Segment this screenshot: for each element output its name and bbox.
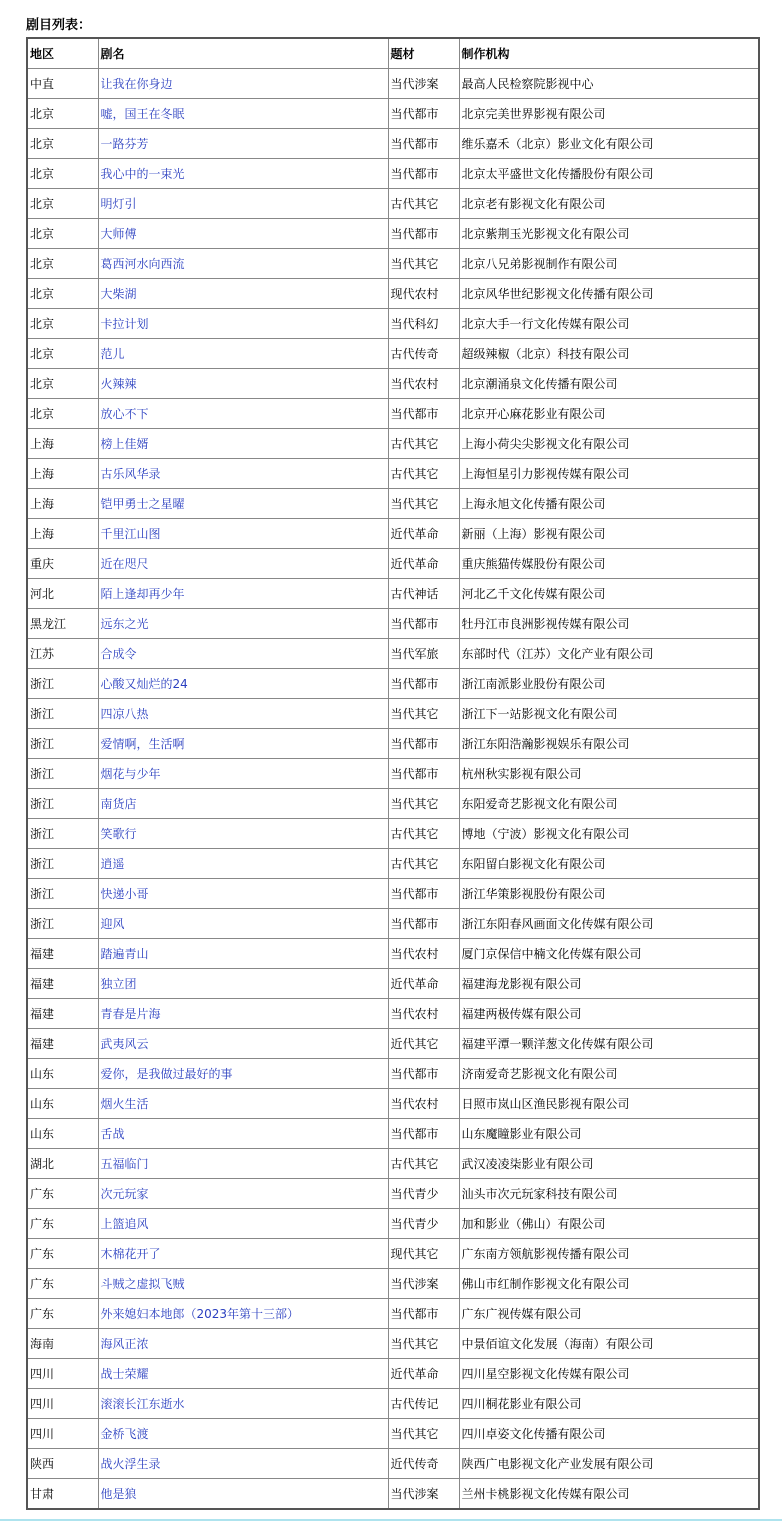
cell-title (98, 1389, 388, 1419)
cell-title (98, 519, 388, 549)
drama-title-link[interactable]: 心酸又灿烂的24 (100, 676, 188, 691)
cell-region: 福建 (27, 969, 98, 999)
cell-organization: 东部时代（江苏）文化产业有限公司 (459, 639, 759, 669)
cell-organization: 中景佰谊文化发展（海南）有限公司 (459, 1329, 759, 1359)
table-row (27, 249, 759, 279)
cell-genre: 古代其它 (388, 189, 459, 219)
cell-region: 北京 (27, 249, 98, 279)
cell-region: 黑龙江 (27, 609, 98, 639)
cell-region: 四川 (27, 1419, 98, 1449)
cell-title (98, 429, 388, 459)
drama-title-link[interactable]: 嘘，国王在冬眠 (100, 106, 185, 121)
drama-title-link[interactable]: 木棉花开了 (100, 1246, 161, 1261)
cell-organization: 东阳爱奇艺影视文化有限公司 (459, 789, 759, 819)
drama-title-link[interactable]: 千里江山图 (100, 526, 161, 541)
cell-title (98, 369, 388, 399)
cell-title (98, 789, 388, 819)
cell-genre: 现代其它 (388, 1239, 459, 1269)
cell-region: 浙江 (27, 789, 98, 819)
cell-region: 海南 (27, 1329, 98, 1359)
table-row (27, 1359, 759, 1389)
table-row (27, 669, 759, 699)
cell-genre: 当代农村 (388, 369, 459, 399)
drama-title-link[interactable]: 陌上逢却再少年 (100, 586, 185, 601)
table-row (27, 1029, 759, 1059)
cell-region: 浙江 (27, 729, 98, 759)
cell-region: 福建 (27, 939, 98, 969)
cell-region: 浙江 (27, 819, 98, 849)
cell-organization: 日照市岚山区渔民影视有限公司 (459, 1089, 759, 1119)
cell-organization: 北京太平盛世文化传播股份有限公司 (459, 159, 759, 189)
drama-title-link[interactable]: 大师傅 (100, 226, 137, 241)
cell-genre: 当代农村 (388, 1089, 459, 1119)
cell-title (98, 189, 388, 219)
table-row (27, 519, 759, 549)
table-row (27, 579, 759, 609)
header-genre: 题材 (388, 38, 459, 69)
table-row (27, 1329, 759, 1359)
table-header-row (27, 38, 759, 69)
cell-genre: 近代革命 (388, 549, 459, 579)
cell-region: 上海 (27, 459, 98, 489)
table-row (27, 849, 759, 879)
cell-genre: 当代都市 (388, 1119, 459, 1149)
cell-genre: 近代其它 (388, 1029, 459, 1059)
table-row (27, 789, 759, 819)
cell-genre: 当代都市 (388, 129, 459, 159)
drama-title-link[interactable]: 铠甲勇士之星曜 (100, 496, 185, 511)
cell-genre: 当代其它 (388, 489, 459, 519)
cell-region: 山东 (27, 1119, 98, 1149)
cell-organization: 四川卓姿文化传播有限公司 (459, 1419, 759, 1449)
cell-organization: 福建两极传媒有限公司 (459, 999, 759, 1029)
cell-region: 浙江 (27, 759, 98, 789)
table-row (27, 459, 759, 489)
cell-genre: 古代其它 (388, 1149, 459, 1179)
table-row (27, 1119, 759, 1149)
cell-title (98, 1239, 388, 1269)
cell-organization: 武汉凌凌柒影业有限公司 (459, 1149, 759, 1179)
drama-title-link[interactable]: 近在咫尺 (100, 556, 149, 571)
cell-genre: 当代都市 (388, 99, 459, 129)
cell-title (98, 1179, 388, 1209)
cell-genre: 当代都市 (388, 909, 459, 939)
cell-title (98, 489, 388, 519)
cell-title (98, 1119, 388, 1149)
cell-genre: 近代革命 (388, 519, 459, 549)
table-row (27, 429, 759, 459)
drama-title-link[interactable]: 爱你，是我做过最好的事 (100, 1066, 233, 1081)
cell-organization: 杭州秋实影视有限公司 (459, 759, 759, 789)
cell-organization: 北京风华世纪影视文化传播有限公司 (459, 279, 759, 309)
table-row (27, 549, 759, 579)
table-row (27, 1179, 759, 1209)
cell-region: 北京 (27, 129, 98, 159)
drama-title-link[interactable]: 独立团 (100, 976, 137, 991)
cell-organization: 博地（宁波）影视文化有限公司 (459, 819, 759, 849)
cell-genre: 当代都市 (388, 759, 459, 789)
table-row (27, 1269, 759, 1299)
cell-region: 北京 (27, 279, 98, 309)
cell-region: 浙江 (27, 879, 98, 909)
drama-title-link[interactable]: 烟花与少年 (100, 766, 161, 781)
cell-genre: 当代都市 (388, 879, 459, 909)
cell-region: 四川 (27, 1389, 98, 1419)
cell-genre: 古代其它 (388, 459, 459, 489)
cell-region: 浙江 (27, 849, 98, 879)
cell-genre: 当代其它 (388, 789, 459, 819)
cell-region: 北京 (27, 369, 98, 399)
cell-region: 北京 (27, 309, 98, 339)
cell-genre: 近代传奇 (388, 1449, 459, 1479)
cell-region: 浙江 (27, 669, 98, 699)
cell-organization: 厦门京保信中楠文化传媒有限公司 (459, 939, 759, 969)
cell-title (98, 729, 388, 759)
table-row (27, 909, 759, 939)
drama-title-link[interactable]: 次元玩家 (100, 1186, 149, 1201)
cell-region: 福建 (27, 1029, 98, 1059)
cell-region: 北京 (27, 339, 98, 369)
cell-organization: 兰州卡桃影视文化传媒有限公司 (459, 1479, 759, 1510)
cell-title (98, 1479, 388, 1510)
cell-genre: 古代其它 (388, 849, 459, 879)
table-row (27, 1419, 759, 1449)
drama-title-link[interactable]: 让我在你身边 (100, 76, 173, 91)
cell-genre: 古代传奇 (388, 339, 459, 369)
drama-title-link[interactable]: 逍遥 (100, 856, 125, 871)
cell-organization: 山东魔瞳影业有限公司 (459, 1119, 759, 1149)
cell-genre: 当代军旅 (388, 639, 459, 669)
drama-title-link[interactable]: 金桥飞渡 (100, 1426, 149, 1441)
cell-genre: 当代涉案 (388, 1479, 459, 1510)
cell-organization: 福建平潭一颗洋葱文化传媒有限公司 (459, 1029, 759, 1059)
cell-region: 陕西 (27, 1449, 98, 1479)
drama-title-link[interactable]: 卡拉计划 (100, 316, 149, 331)
cell-region: 浙江 (27, 699, 98, 729)
cell-title (98, 1299, 388, 1329)
cell-genre: 当代其它 (388, 699, 459, 729)
cell-title (98, 1269, 388, 1299)
table-row (27, 699, 759, 729)
cell-region: 北京 (27, 99, 98, 129)
table-row (27, 339, 759, 369)
cell-genre: 古代传记 (388, 1389, 459, 1419)
cell-genre: 近代革命 (388, 1359, 459, 1389)
cell-genre: 当代涉案 (388, 69, 459, 99)
drama-title-link[interactable]: 他是狼 (100, 1486, 137, 1501)
cell-title (98, 129, 388, 159)
cell-organization: 北京大手一行文化传媒有限公司 (459, 309, 759, 339)
table-row (27, 159, 759, 189)
cell-organization: 浙江东阳春风画面文化传媒有限公司 (459, 909, 759, 939)
header-region: 地区 (27, 38, 98, 69)
cell-region: 山东 (27, 1059, 98, 1089)
table-row (27, 1449, 759, 1479)
drama-title-link[interactable]: 上篮追风 (100, 1216, 149, 1231)
drama-title-link[interactable]: 笑歌行 (100, 826, 137, 841)
drama-title-link[interactable]: 舌战 (100, 1126, 125, 1141)
drama-title-link[interactable]: 外来媳妇本地郎（2023年第十三部） (100, 1306, 300, 1321)
cell-region: 广东 (27, 1209, 98, 1239)
table-row (27, 999, 759, 1029)
cell-organization: 东阳留白影视文化有限公司 (459, 849, 759, 879)
cell-organization: 汕头市次元玩家科技有限公司 (459, 1179, 759, 1209)
cell-organization: 北京开心麻花影业有限公司 (459, 399, 759, 429)
cell-title (98, 1419, 388, 1449)
cell-organization: 浙江东阳浩瀚影视娱乐有限公司 (459, 729, 759, 759)
cell-title (98, 1359, 388, 1389)
drama-title-link[interactable]: 大柴湖 (100, 286, 137, 301)
drama-title-link[interactable]: 快递小哥 (100, 886, 149, 901)
cell-organization: 浙江南派影业股份有限公司 (459, 669, 759, 699)
table-body (27, 69, 759, 1510)
cell-genre: 当代涉案 (388, 1269, 459, 1299)
cell-genre: 古代其它 (388, 819, 459, 849)
cell-organization: 福建海龙影视有限公司 (459, 969, 759, 999)
cell-organization: 牡丹江市良洲影视传媒有限公司 (459, 609, 759, 639)
cell-organization: 最高人民检察院影视中心 (459, 69, 759, 99)
cell-title (98, 609, 388, 639)
table-row (27, 219, 759, 249)
header-organization: 制作机构 (459, 38, 759, 69)
cell-organization: 浙江华策影视股份有限公司 (459, 879, 759, 909)
cell-title (98, 879, 388, 909)
cell-organization: 佛山市红制作影视文化有限公司 (459, 1269, 759, 1299)
cell-region: 北京 (27, 219, 98, 249)
cell-title (98, 249, 388, 279)
cell-region: 上海 (27, 429, 98, 459)
table-row (27, 279, 759, 309)
cell-organization: 重庆熊猫传媒股份有限公司 (459, 549, 759, 579)
cell-region: 甘肃 (27, 1479, 98, 1510)
header-title: 剧名 (98, 38, 388, 69)
table-row (27, 309, 759, 339)
cell-organization: 北京完美世界影视有限公司 (459, 99, 759, 129)
cell-title (98, 819, 388, 849)
cell-region: 上海 (27, 489, 98, 519)
cell-organization: 陕西广电影视文化产业发展有限公司 (459, 1449, 759, 1479)
cell-title (98, 669, 388, 699)
drama-title-link[interactable]: 范儿 (100, 346, 125, 361)
drama-title-link[interactable]: 战士荣耀 (100, 1366, 149, 1381)
cell-organization: 北京紫荆玉光影视文化有限公司 (459, 219, 759, 249)
cell-region: 湖北 (27, 1149, 98, 1179)
cell-genre: 当代都市 (388, 1299, 459, 1329)
table-row (27, 489, 759, 519)
list-heading: 剧目列表： (26, 18, 92, 33)
drama-title-link[interactable]: 四凉八热 (100, 706, 149, 721)
cell-genre: 当代青少 (388, 1179, 459, 1209)
cell-region: 广东 (27, 1239, 98, 1269)
cell-genre: 当代青少 (388, 1209, 459, 1239)
cell-region: 广东 (27, 1179, 98, 1209)
cell-organization: 加和影业（佛山）有限公司 (459, 1209, 759, 1239)
cell-organization: 四川桐花影业有限公司 (459, 1389, 759, 1419)
cell-region: 北京 (27, 189, 98, 219)
cell-organization: 上海恒星引力影视传媒有限公司 (459, 459, 759, 489)
bottom-divider (0, 1519, 782, 1521)
cell-genre: 当代其它 (388, 249, 459, 279)
drama-title-link[interactable]: 一路芬芳 (100, 136, 149, 151)
cell-title (98, 849, 388, 879)
drama-title-link[interactable]: 古乐风华录 (100, 466, 161, 481)
cell-region: 北京 (27, 159, 98, 189)
cell-title (98, 1089, 388, 1119)
cell-title (98, 579, 388, 609)
drama-title-link[interactable]: 滚滚长江东逝水 (100, 1396, 185, 1411)
cell-organization: 新丽（上海）影视有限公司 (459, 519, 759, 549)
drama-title-link[interactable]: 明灯引 (100, 196, 137, 211)
drama-title-link[interactable]: 斗贼之虚拟飞贼 (100, 1276, 185, 1291)
drama-title-link[interactable]: 战火浮生录 (100, 1456, 161, 1471)
table-row (27, 189, 759, 219)
drama-title-link[interactable]: 火辣辣 (100, 376, 137, 391)
cell-organization: 广东南方领航影视传播有限公司 (459, 1239, 759, 1269)
cell-genre: 当代都市 (388, 669, 459, 699)
cell-genre: 当代都市 (388, 609, 459, 639)
cell-title (98, 159, 388, 189)
table-row (27, 819, 759, 849)
table-row (27, 369, 759, 399)
drama-title-link[interactable]: 武夷风云 (100, 1036, 149, 1051)
cell-region: 广东 (27, 1269, 98, 1299)
table-row (27, 609, 759, 639)
cell-genre: 当代都市 (388, 219, 459, 249)
table-row (27, 939, 759, 969)
cell-region: 上海 (27, 519, 98, 549)
cell-region: 福建 (27, 999, 98, 1029)
cell-title (98, 1449, 388, 1479)
cell-title (98, 639, 388, 669)
cell-organization: 上海小荷尖尖影视文化有限公司 (459, 429, 759, 459)
cell-region: 浙江 (27, 909, 98, 939)
cell-organization: 广东广视传媒有限公司 (459, 1299, 759, 1329)
cell-organization: 浙江下一站影视文化有限公司 (459, 699, 759, 729)
table-row (27, 1209, 759, 1239)
cell-region: 北京 (27, 399, 98, 429)
cell-genre: 当代都市 (388, 159, 459, 189)
drama-title-link[interactable]: 海风正浓 (100, 1336, 149, 1351)
cell-genre: 近代革命 (388, 969, 459, 999)
cell-organization: 河北乙千文化传媒有限公司 (459, 579, 759, 609)
drama-title-link[interactable]: 青春是片海 (100, 1006, 161, 1021)
table-row (27, 69, 759, 99)
cell-organization: 维乐嘉禾（北京）影业文化有限公司 (459, 129, 759, 159)
cell-organization: 北京潮涌泉文化传播有限公司 (459, 369, 759, 399)
cell-organization: 超级辣椒（北京）科技有限公司 (459, 339, 759, 369)
cell-organization: 四川星空影视文化传媒有限公司 (459, 1359, 759, 1389)
cell-genre: 古代其它 (388, 429, 459, 459)
cell-region: 山东 (27, 1089, 98, 1119)
table-row (27, 1479, 759, 1510)
drama-title-link[interactable]: 烟火生活 (100, 1096, 149, 1111)
cell-genre: 当代科幻 (388, 309, 459, 339)
cell-title (98, 279, 388, 309)
drama-title-link[interactable]: 远东之光 (100, 616, 149, 631)
cell-genre: 当代都市 (388, 729, 459, 759)
table-row (27, 879, 759, 909)
table-row (27, 969, 759, 999)
drama-title-link[interactable]: 葛西河水向西流 (100, 256, 185, 271)
cell-title (98, 99, 388, 129)
cell-title (98, 699, 388, 729)
cell-genre: 当代农村 (388, 939, 459, 969)
table-row (27, 639, 759, 669)
cell-title (98, 969, 388, 999)
cell-title (98, 939, 388, 969)
cell-title (98, 1149, 388, 1179)
drama-title-link[interactable]: 迎风 (100, 916, 125, 931)
cell-region: 重庆 (27, 549, 98, 579)
drama-table (26, 37, 760, 1510)
cell-title (98, 399, 388, 429)
cell-organization: 北京八兄弟影视制作有限公司 (459, 249, 759, 279)
drama-title-link[interactable]: 合成令 (100, 646, 137, 661)
table-row (27, 1059, 759, 1089)
cell-title (98, 1329, 388, 1359)
drama-title-link[interactable]: 踏遍青山 (100, 946, 149, 961)
cell-genre: 当代其它 (388, 1329, 459, 1359)
cell-genre: 现代农村 (388, 279, 459, 309)
drama-title-link[interactable]: 爱情啊，生活啊 (100, 736, 185, 751)
table-row (27, 1389, 759, 1419)
cell-title (98, 1029, 388, 1059)
cell-region: 江苏 (27, 639, 98, 669)
table-row (27, 1089, 759, 1119)
table-row (27, 729, 759, 759)
cell-organization: 济南爱奇艺影视文化有限公司 (459, 1059, 759, 1089)
cell-region: 四川 (27, 1359, 98, 1389)
drama-title-link[interactable]: 南货店 (100, 796, 137, 811)
cell-genre: 当代农村 (388, 999, 459, 1029)
table-row (27, 1149, 759, 1179)
cell-title (98, 1059, 388, 1089)
cell-region: 广东 (27, 1299, 98, 1329)
cell-organization: 北京老有影视文化有限公司 (459, 189, 759, 219)
drama-title-link[interactable]: 榜上佳婿 (100, 436, 149, 451)
table-row (27, 399, 759, 429)
cell-genre: 当代其它 (388, 1419, 459, 1449)
cell-title (98, 339, 388, 369)
cell-genre: 古代神话 (388, 579, 459, 609)
cell-title (98, 549, 388, 579)
cell-region: 中直 (27, 69, 98, 99)
cell-title (98, 759, 388, 789)
cell-title (98, 69, 388, 99)
cell-organization: 上海永旭文化传播有限公司 (459, 489, 759, 519)
cell-genre: 当代都市 (388, 1059, 459, 1089)
cell-title (98, 999, 388, 1029)
cell-title (98, 459, 388, 489)
drama-title-link[interactable]: 放心不下 (100, 406, 149, 421)
table-row (27, 1239, 759, 1269)
cell-title (98, 1209, 388, 1239)
cell-region: 河北 (27, 579, 98, 609)
table-row (27, 129, 759, 159)
table-row (27, 1299, 759, 1329)
table-row (27, 759, 759, 789)
drama-title-link[interactable]: 我心中的一束光 (100, 166, 185, 181)
drama-title-link[interactable]: 五福临门 (100, 1156, 149, 1171)
cell-title (98, 909, 388, 939)
cell-genre: 当代都市 (388, 399, 459, 429)
cell-title (98, 309, 388, 339)
cell-title (98, 219, 388, 249)
table-row (27, 99, 759, 129)
